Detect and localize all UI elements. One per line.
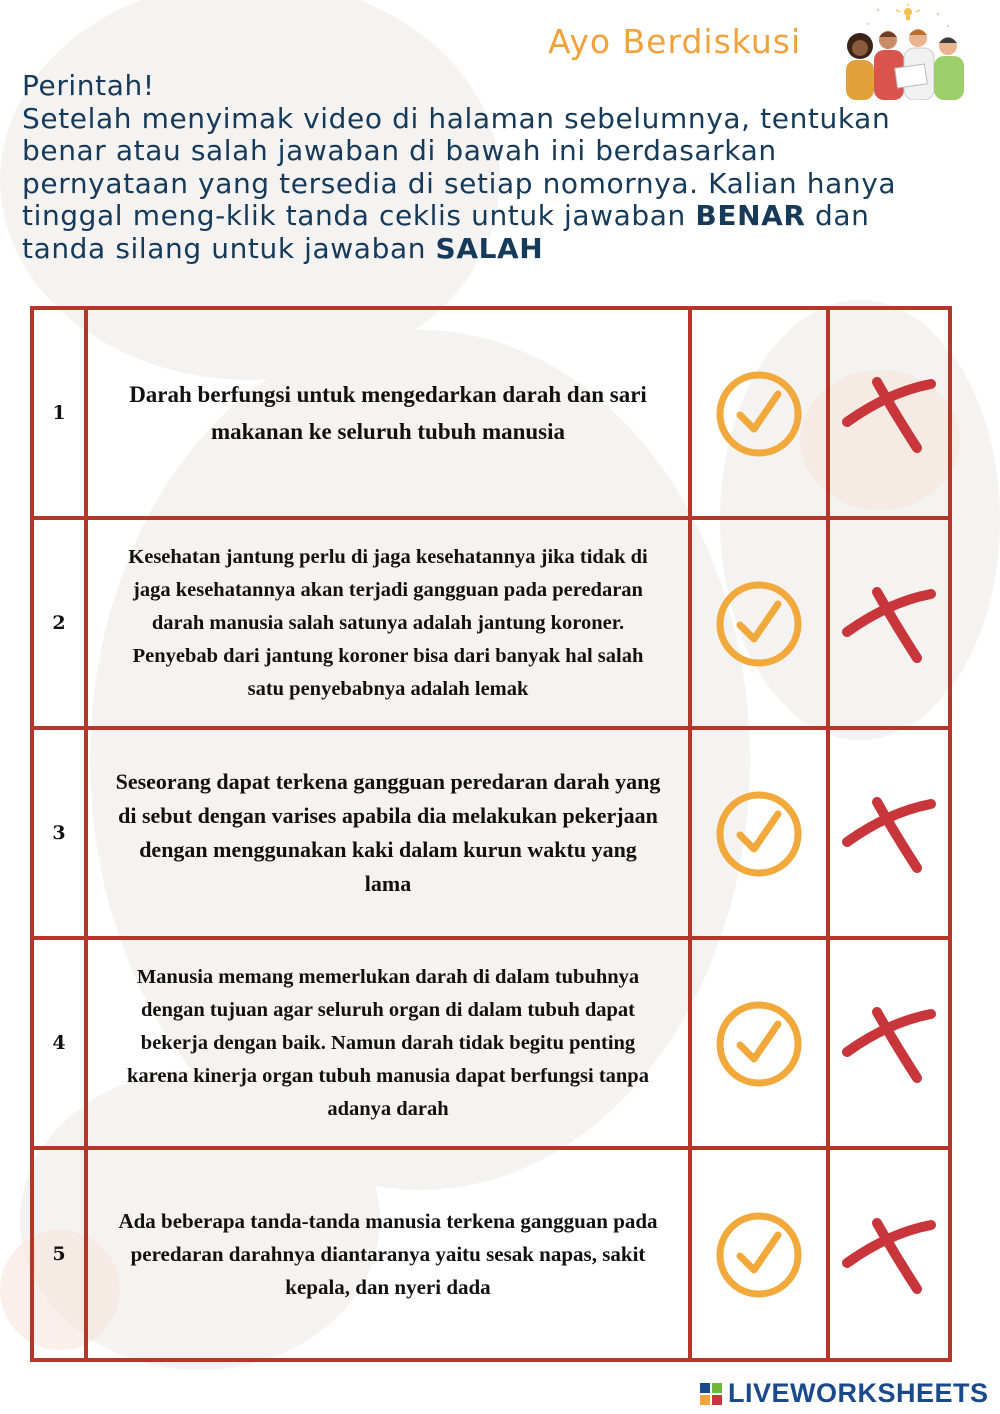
check-circle-icon [714,998,804,1088]
statement-text: Ada beberapa tanda-tanda manusia terkena gangguan pada peredaran darahnya diantaranya yaitu sesak napas, sakit kepala, dan nyeri dada [88,1150,692,1358]
false-answer-button[interactable] [830,1150,948,1358]
row-number: 2 [34,520,88,726]
statement-text: Kesehatan jantung perlu di jaga kesehatannya jika tidak di jaga kesehatannya akan terjadi gangguan pada peredaran darah manusia salah satunya adalah jantung koroner. Penyebab dari jantung koroner bisa dari banyak hal salah satu penyebabnya adalah lemak [88,520,692,726]
instructions-heading: Perintah! [22,69,155,102]
false-answer-button[interactable] [830,940,948,1146]
table-row [34,940,948,1150]
instructions-text-1: Setelah menyimak video di halaman sebelumnya, tentukan benar atau salah jawaban di bawah ini berdasarkan pernyataan yang tersedia di setiap nomornya. Kalian hanya tinggal meng-klik tanda ceklis untuk jawaban [22,101,897,232]
liveworksheets-logo-mark [700,1383,722,1405]
false-answer-button[interactable] [830,310,948,516]
cross-icon [841,580,937,666]
check-circle-icon [714,1209,804,1299]
quiz-table [30,306,952,1362]
true-answer-button[interactable] [692,310,830,516]
false-answer-button[interactable] [830,520,948,726]
cross-icon [841,370,937,456]
row-number: 1 [34,310,88,516]
keyword-true: BENAR [695,199,806,232]
cross-icon [841,1211,937,1297]
table-row [34,1150,948,1358]
table-row [34,310,948,520]
row-number: 5 [34,1150,88,1358]
true-answer-button[interactable] [692,1150,830,1358]
check-circle-icon [714,788,804,878]
brand-name: LIVEWORKSHEETS [728,1378,989,1408]
statement-text: Darah berfungsi untuk mengedarkan darah dan sari makanan ke seluruh tubuh manusia [88,310,692,516]
check-circle-icon [714,368,804,458]
true-answer-button[interactable] [692,940,830,1146]
cross-icon [841,1000,937,1086]
instructions [22,70,952,265]
row-number: 3 [34,730,88,936]
table-row [34,520,948,730]
cross-icon [841,790,937,876]
row-number: 4 [34,940,88,1146]
check-circle-icon [714,578,804,668]
table-row [34,730,948,940]
statement-text: Manusia memang memerlukan darah di dalam tubuhnya dengan tujuan agar seluruh organ di dalam tubuh dapat bekerja dengan baik. Namun darah tidak begitu penting karena kinerja organ tubuh manusia dapat berfungsi tanpa adanya darah [88,940,692,1146]
instructions-text-2: dan tanda silang untuk jawaban [22,199,870,265]
true-answer-button[interactable] [692,520,830,726]
keyword-false: SALAH [435,231,544,265]
page-title: Ayo Berdiskusi [548,22,802,61]
liveworksheets-logo [700,1378,989,1409]
statement-text: Seseorang dapat terkena gangguan peredaran darah yang di sebut dengan varises apabila dia melakukan pekerjaan dengan menggunakan kaki dalam kurun waktu yang lama [88,730,692,936]
true-answer-button[interactable] [692,730,830,936]
false-answer-button[interactable] [830,730,948,936]
